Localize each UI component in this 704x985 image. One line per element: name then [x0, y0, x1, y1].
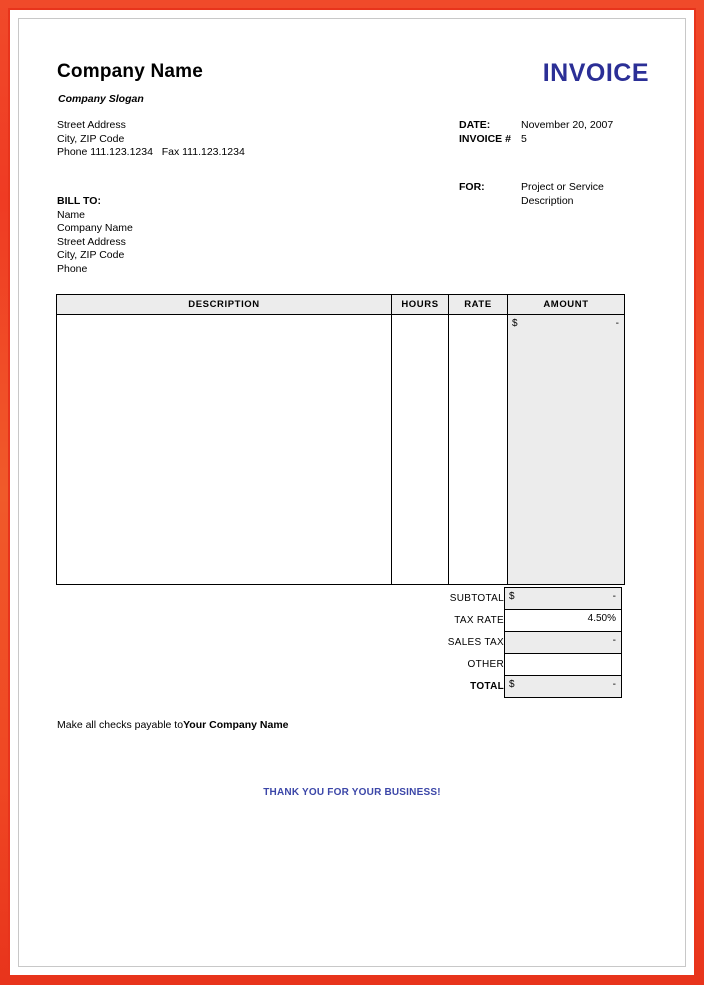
subtotal-amount: -	[612, 591, 616, 602]
amount-value: -	[615, 318, 619, 329]
column-header-rate: RATE	[449, 295, 508, 315]
total-amount: -	[612, 679, 616, 690]
thank-you-note: THANK YOU FOR YOUR BUSINESS!	[263, 787, 441, 798]
totals-row-subtotal	[56, 588, 622, 610]
company-address-line: Street Address	[57, 119, 126, 131]
invoice-page	[18, 18, 686, 967]
payable-note	[57, 719, 289, 731]
totals-label-total: TOTAL	[470, 681, 504, 692]
cell-rate[interactable]	[449, 315, 508, 585]
cell-amount[interactable]	[508, 315, 625, 585]
column-header-hours: HOURS	[392, 295, 449, 315]
table-header-row	[57, 295, 625, 315]
totals-value-total[interactable]	[505, 676, 622, 698]
cell-hours[interactable]	[392, 315, 449, 585]
totals-value-tax-rate[interactable]	[505, 610, 622, 632]
invoice-date-row	[459, 118, 613, 132]
invoice-for-label: FOR:	[459, 181, 485, 193]
bill-to-block	[57, 195, 133, 277]
invoice-meta	[459, 118, 613, 146]
company-slogan: Company Slogan	[58, 93, 144, 105]
bill-to-title: BILL TO:	[57, 195, 101, 207]
totals-table	[56, 587, 622, 698]
invoice-number-label: INVOICE #	[459, 133, 511, 145]
totals-row-sales-tax	[56, 632, 622, 654]
bill-to-line: Name	[57, 208, 86, 221]
bill-to-line: City, ZIP Code	[57, 249, 125, 262]
bill-to-line: Company Name	[57, 222, 133, 235]
column-header-amount: AMOUNT	[508, 295, 625, 315]
totals-spacer	[56, 610, 390, 632]
totals-label-subtotal: SUBTOTAL	[449, 593, 504, 604]
totals-row-tax-rate	[56, 610, 622, 632]
company-address-line: Phone 111.123.1234 Fax 111.123.1234	[57, 146, 245, 159]
company-address	[57, 119, 245, 160]
totals-spacer	[56, 676, 390, 698]
invoice-date-label: DATE:	[459, 119, 491, 131]
company-address-line: City, ZIP Code	[57, 132, 125, 145]
invoice-number-row	[459, 132, 613, 146]
totals-label-sales-tax: SALES TAX	[447, 637, 504, 648]
invoice-date-value: November 20, 2007	[521, 119, 614, 131]
invoice-number-value: 5	[521, 133, 527, 145]
cell-description[interactable]	[57, 315, 392, 585]
bill-to-line: Street Address	[57, 235, 126, 248]
totals-label-tax-rate: TAX RATE	[454, 615, 504, 626]
totals-row-other	[56, 654, 622, 676]
line-items-table	[56, 294, 625, 585]
payable-note-prefix: Make all checks payable to	[57, 719, 184, 731]
subtotal-currency-symbol: $	[509, 591, 515, 602]
page-title: INVOICE	[542, 59, 649, 87]
totals-value-subtotal[interactable]	[505, 588, 622, 610]
column-header-description: DESCRIPTION	[57, 295, 392, 315]
amount-currency-symbol: $	[512, 318, 518, 329]
totals-label-other: OTHER	[467, 659, 504, 670]
tax-rate-amount: 4.50%	[587, 613, 616, 624]
company-name: Company Name	[57, 61, 203, 82]
total-currency-symbol: $	[509, 679, 515, 690]
totals-value-sales-tax[interactable]	[505, 632, 622, 654]
invoice-for-line: Project or Service	[521, 181, 604, 193]
payable-note-company: Your Company Name	[183, 719, 289, 731]
totals-spacer	[56, 632, 390, 654]
totals-value-other[interactable]	[505, 654, 622, 676]
invoice-for	[459, 181, 604, 208]
invoice-for-line: Description	[521, 194, 574, 207]
totals-spacer	[56, 588, 390, 610]
totals-spacer	[56, 654, 390, 676]
sales-tax-amount: -	[612, 635, 616, 646]
table-row	[57, 315, 625, 585]
bill-to-line: Phone	[57, 262, 88, 275]
invoice-for-value	[521, 181, 604, 208]
totals-row-total	[56, 676, 622, 698]
